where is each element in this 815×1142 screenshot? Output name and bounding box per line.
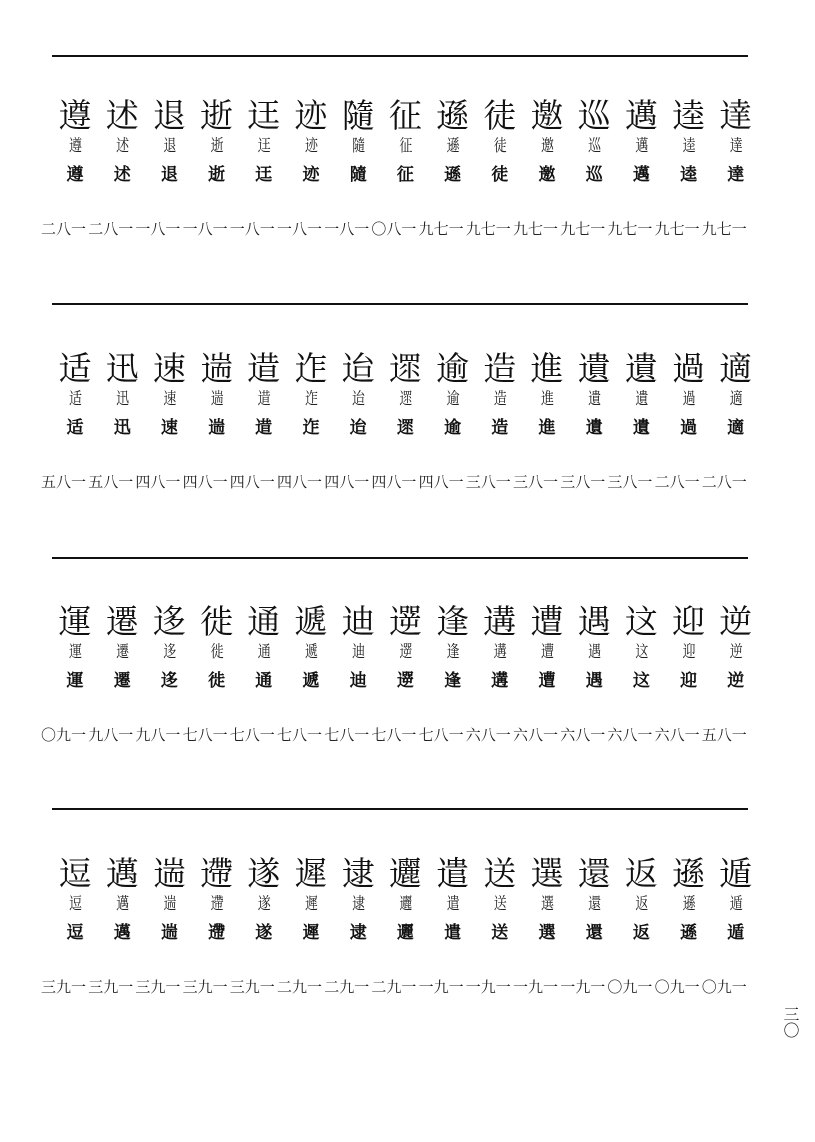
clerical-script-form: 遲	[302, 923, 320, 943]
main-character: 逪	[247, 349, 281, 388]
entry-number: 一八二	[39, 221, 87, 235]
entry-number: 一八六	[652, 727, 701, 741]
clerical-script-form: 進	[538, 418, 556, 438]
clerical-script-form: 邐	[396, 923, 414, 943]
clerical-script-form: 逗	[66, 923, 84, 943]
seal-script-form: 遇	[588, 643, 601, 662]
clerical-script-form: 遄	[208, 418, 226, 438]
entry-number: 一八三	[605, 474, 654, 488]
entry-number: 一八四	[322, 474, 371, 488]
clerical-script-form: 逾	[444, 418, 462, 438]
character-row	[39, 96, 753, 266]
clerical-script-form: 遂	[255, 923, 273, 943]
entry-number: 一九二	[322, 979, 371, 993]
entry-number: 一九〇	[652, 979, 701, 993]
main-character: 遝	[388, 349, 422, 388]
entry-number: 一八一	[275, 221, 323, 235]
seal-script-form: 退	[163, 137, 176, 156]
clerical-script-form: 迹	[302, 165, 320, 185]
main-character: 遵	[58, 96, 92, 135]
entry-number: 一八一	[133, 221, 182, 235]
seal-script-form: 遁	[729, 895, 742, 914]
seal-script-form: 逵	[682, 137, 695, 156]
seal-script-form: 遄	[210, 390, 223, 409]
main-character: 逾	[436, 349, 470, 388]
clerical-script-form: 送	[491, 923, 509, 943]
clerical-script-form: 遣	[444, 923, 462, 943]
seal-script-form: 逪	[257, 390, 270, 409]
clerical-script-form: 適	[727, 418, 745, 438]
entry-number: 一八四	[416, 474, 465, 488]
seal-script-form: 適	[729, 390, 742, 409]
seal-script-form: 選	[540, 895, 553, 914]
seal-script-form: 迹	[304, 137, 317, 156]
clerical-script-form: 遷	[113, 671, 131, 691]
seal-script-form: 逾	[446, 390, 459, 409]
seal-script-form: 隨	[352, 137, 365, 156]
entry-number: 一八五	[39, 474, 87, 488]
entry-number: 一七九	[699, 221, 748, 235]
main-character: 迪	[341, 602, 375, 641]
clerical-script-form: 選	[538, 923, 556, 943]
seal-script-form: 過	[682, 390, 695, 409]
entry-number: 一八七	[416, 727, 465, 741]
clerical-script-form: 退	[160, 165, 178, 185]
seal-script-form: 遜	[446, 137, 459, 156]
entry-number: 一九三	[180, 979, 229, 993]
clerical-script-form: 遭	[538, 671, 556, 691]
seal-script-form: 遣	[446, 895, 459, 914]
seal-script-form: 迎	[682, 643, 695, 662]
seal-script-form: 适	[68, 390, 81, 409]
entry-number: 一八六	[511, 727, 559, 741]
main-character: 隨	[341, 96, 375, 135]
main-character: 迅	[105, 349, 139, 388]
main-character: 遘	[483, 602, 517, 641]
seal-script-form: 巡	[588, 137, 601, 156]
entry-number: 一八四	[369, 474, 418, 488]
entry-number: 一八七	[322, 727, 371, 741]
clerical-script-form: 遰	[208, 923, 226, 943]
clerical-script-form: 遞	[302, 671, 320, 691]
seal-script-form: 遄	[163, 895, 176, 914]
clerical-script-form: 運	[66, 671, 84, 691]
entry-number: 一九二	[275, 979, 323, 993]
main-character: 迨	[341, 349, 375, 388]
main-character: 遄	[152, 854, 186, 893]
entry-number: 一七九	[605, 221, 654, 235]
main-character: 邐	[388, 854, 422, 893]
entry-number: 一八四	[133, 474, 182, 488]
main-character: 邀	[530, 96, 564, 135]
main-character: 退	[152, 96, 186, 135]
entry-number: 一八九	[86, 727, 135, 741]
main-character: 邁	[105, 854, 139, 893]
main-character: 邁	[624, 96, 658, 135]
entry-number: 一八三	[463, 474, 512, 488]
seal-script-form: 遲	[304, 895, 317, 914]
entry-number: 一八二	[86, 221, 135, 235]
entry-number: 一八一	[180, 221, 229, 235]
seal-script-form: 運	[68, 643, 81, 662]
entry-number: 一八七	[180, 727, 229, 741]
main-character: 遄	[200, 349, 234, 388]
clerical-script-form: 邁	[632, 165, 650, 185]
entry-number: 一八〇	[369, 221, 418, 235]
main-character: 逮	[341, 854, 375, 893]
entry-number: 一八一	[227, 221, 276, 235]
clerical-script-form: 迎	[680, 671, 698, 691]
main-character: 選	[530, 854, 564, 893]
entry-number: 一九一	[511, 979, 559, 993]
seal-script-form: 迻	[163, 643, 176, 662]
main-character: 逢	[436, 602, 470, 641]
seal-script-form: 逝	[210, 137, 223, 156]
clerical-script-form: 達	[727, 165, 745, 185]
main-character: 逝	[200, 96, 234, 135]
main-character: 速	[152, 349, 186, 388]
seal-script-form: 還	[588, 895, 601, 914]
main-character: 迻	[152, 602, 186, 641]
seal-script-form: 造	[493, 390, 506, 409]
main-character: 述	[105, 96, 139, 135]
main-character: 運	[58, 602, 92, 641]
entry-number: 一八七	[227, 727, 276, 741]
main-character: 返	[624, 854, 658, 893]
clerical-script-form: 逢	[444, 671, 462, 691]
main-character: 遁	[719, 854, 753, 893]
main-character: 還	[577, 854, 611, 893]
divider-rule	[52, 303, 748, 305]
seal-script-form: 邀	[540, 137, 553, 156]
seal-script-form: 逗	[68, 895, 81, 914]
seal-script-form: 返	[635, 895, 648, 914]
seal-script-form: 遞	[304, 643, 317, 662]
entry-number: 一八五	[699, 727, 748, 741]
page-number: 三〇	[781, 1006, 800, 1038]
main-character: 遺	[577, 349, 611, 388]
main-character: 達	[719, 96, 753, 135]
clerical-script-form: 返	[632, 923, 650, 943]
main-character: 迹	[294, 96, 328, 135]
entry-number: 一八二	[699, 474, 748, 488]
entry-number: 一九一	[558, 979, 607, 993]
main-character: 遜	[672, 854, 706, 893]
clerical-script-form: 徒	[491, 165, 509, 185]
clerical-script-form: 遺	[585, 418, 603, 438]
entry-number: 一七九	[416, 221, 465, 235]
clerical-script-form: 速	[160, 418, 178, 438]
entry-number: 一八四	[275, 474, 323, 488]
seal-script-form: 徒	[493, 137, 506, 156]
main-character: 遞	[294, 602, 328, 641]
main-character: 遜	[436, 96, 470, 135]
divider-rule	[52, 557, 748, 559]
main-character: 征	[388, 96, 422, 135]
clerical-script-form: 迋	[255, 165, 273, 185]
main-character: 遣	[436, 854, 470, 893]
main-character: 遇	[577, 602, 611, 641]
clerical-script-form: 迻	[160, 671, 178, 691]
clerical-script-form: 逵	[680, 165, 698, 185]
clerical-script-form: 隨	[349, 165, 367, 185]
seal-script-form: 逢	[446, 643, 459, 662]
entry-number: 一九一	[416, 979, 465, 993]
seal-script-form: 遺	[588, 390, 601, 409]
main-character: 送	[483, 854, 517, 893]
entry-number: 一八七	[369, 727, 418, 741]
seal-script-form: 邁	[116, 895, 129, 914]
entry-number: 一九一	[463, 979, 512, 993]
entry-number: 一八五	[86, 474, 135, 488]
entry-number: 一八二	[652, 474, 701, 488]
main-character: 逗	[58, 854, 92, 893]
entry-number: 一八九	[133, 727, 182, 741]
seal-script-form: 徙	[210, 643, 223, 662]
seal-script-form: 遜	[682, 895, 695, 914]
main-character: 造	[483, 349, 517, 388]
clerical-script-form: 遜	[680, 923, 698, 943]
entry-number: 一九三	[86, 979, 135, 993]
character-row	[39, 854, 753, 1024]
clerical-script-form: 巡	[585, 165, 603, 185]
seal-script-form: 迪	[352, 643, 365, 662]
entry-number: 一八七	[275, 727, 323, 741]
main-character: 这	[624, 602, 658, 641]
clerical-script-form: 迮	[302, 418, 320, 438]
main-character: 逵	[672, 96, 706, 135]
clerical-script-form: 述	[113, 165, 131, 185]
clerical-script-form: 遘	[491, 671, 509, 691]
seal-script-form: 遘	[493, 643, 506, 662]
main-character: 迎	[672, 602, 706, 641]
clerical-script-form: 徙	[208, 671, 226, 691]
clerical-script-form: 遻	[396, 671, 414, 691]
seal-script-form: 遻	[399, 643, 412, 662]
entry-number: 一七九	[511, 221, 559, 235]
clerical-script-form: 遇	[585, 671, 603, 691]
entry-number: 一八六	[463, 727, 512, 741]
clerical-script-form: 過	[680, 418, 698, 438]
clerical-script-form: 逮	[349, 923, 367, 943]
entry-number: 一九三	[227, 979, 276, 993]
main-character: 徙	[200, 602, 234, 641]
seal-script-form: 速	[163, 390, 176, 409]
entry-number: 一八六	[605, 727, 654, 741]
clerical-script-form: 适	[66, 418, 84, 438]
entry-number: 一九三	[39, 979, 87, 993]
clerical-script-form: 造	[491, 418, 509, 438]
entry-number: 一九〇	[39, 727, 87, 741]
clerical-script-form: 邀	[538, 165, 556, 185]
clerical-script-form: 遄	[160, 923, 178, 943]
seal-script-form: 進	[540, 390, 553, 409]
seal-script-form: 遵	[68, 137, 81, 156]
main-character: 遻	[388, 602, 422, 641]
clerical-script-form: 遜	[444, 165, 462, 185]
clerical-script-form: 逆	[727, 671, 745, 691]
main-character: 遺	[624, 349, 658, 388]
seal-script-form: 邁	[635, 137, 648, 156]
entry-number: 一九二	[369, 979, 418, 993]
seal-script-form: 征	[399, 137, 412, 156]
divider-rule	[52, 808, 748, 810]
main-character: 巡	[577, 96, 611, 135]
seal-script-form: 迅	[116, 390, 129, 409]
clerical-script-form: 遵	[66, 165, 84, 185]
entry-number: 一八四	[180, 474, 229, 488]
seal-script-form: 这	[635, 643, 648, 662]
main-character: 适	[58, 349, 92, 388]
entry-number: 一七九	[558, 221, 607, 235]
character-row	[39, 349, 753, 519]
top-rule	[52, 55, 748, 57]
clerical-script-form: 遺	[632, 418, 650, 438]
seal-script-form: 迋	[257, 137, 270, 156]
seal-script-form: 逮	[352, 895, 365, 914]
main-character: 逆	[719, 602, 753, 641]
seal-script-form: 迮	[304, 390, 317, 409]
main-character: 遰	[200, 854, 234, 893]
clerical-script-form: 迅	[113, 418, 131, 438]
seal-script-form: 述	[116, 137, 129, 156]
entry-number: 一八三	[558, 474, 607, 488]
clerical-script-form: 邁	[113, 923, 131, 943]
main-character: 遷	[105, 602, 139, 641]
entry-number: 一七九	[652, 221, 701, 235]
entry-number: 一八一	[322, 221, 371, 235]
entry-number: 一八四	[227, 474, 276, 488]
entry-number: 一九三	[133, 979, 182, 993]
main-character: 適	[719, 349, 753, 388]
entry-number: 一九〇	[605, 979, 654, 993]
seal-script-form: 遭	[540, 643, 553, 662]
character-row	[39, 602, 753, 772]
clerical-script-form: 還	[585, 923, 603, 943]
main-character: 迮	[294, 349, 328, 388]
seal-script-form: 逆	[729, 643, 742, 662]
seal-script-form: 遰	[210, 895, 223, 914]
entry-number: 一七九	[463, 221, 512, 235]
main-character: 進	[530, 349, 564, 388]
clerical-script-form: 征	[396, 165, 414, 185]
seal-script-form: 邐	[399, 895, 412, 914]
clerical-script-form: 迪	[349, 671, 367, 691]
seal-script-form: 遷	[116, 643, 129, 662]
main-character: 遭	[530, 602, 564, 641]
clerical-script-form: 遝	[396, 418, 414, 438]
main-character: 通	[247, 602, 281, 641]
clerical-script-form: 迨	[349, 418, 367, 438]
seal-script-form: 達	[729, 137, 742, 156]
main-character: 迋	[247, 96, 281, 135]
clerical-script-form: 逝	[208, 165, 226, 185]
entry-number: 一九〇	[699, 979, 748, 993]
seal-script-form: 迨	[352, 390, 365, 409]
seal-script-form: 遂	[257, 895, 270, 914]
clerical-script-form: 通	[255, 671, 273, 691]
entry-number: 一八六	[558, 727, 607, 741]
seal-script-form: 遝	[399, 390, 412, 409]
entry-number: 一八三	[511, 474, 559, 488]
main-character: 徒	[483, 96, 517, 135]
seal-script-form: 遺	[635, 390, 648, 409]
seal-script-form: 送	[493, 895, 506, 914]
main-character: 遲	[294, 854, 328, 893]
clerical-script-form: 这	[632, 671, 650, 691]
seal-script-form: 通	[257, 643, 270, 662]
clerical-script-form: 遁	[727, 923, 745, 943]
clerical-script-form: 逪	[255, 418, 273, 438]
main-character: 過	[672, 349, 706, 388]
main-character: 遂	[247, 854, 281, 893]
